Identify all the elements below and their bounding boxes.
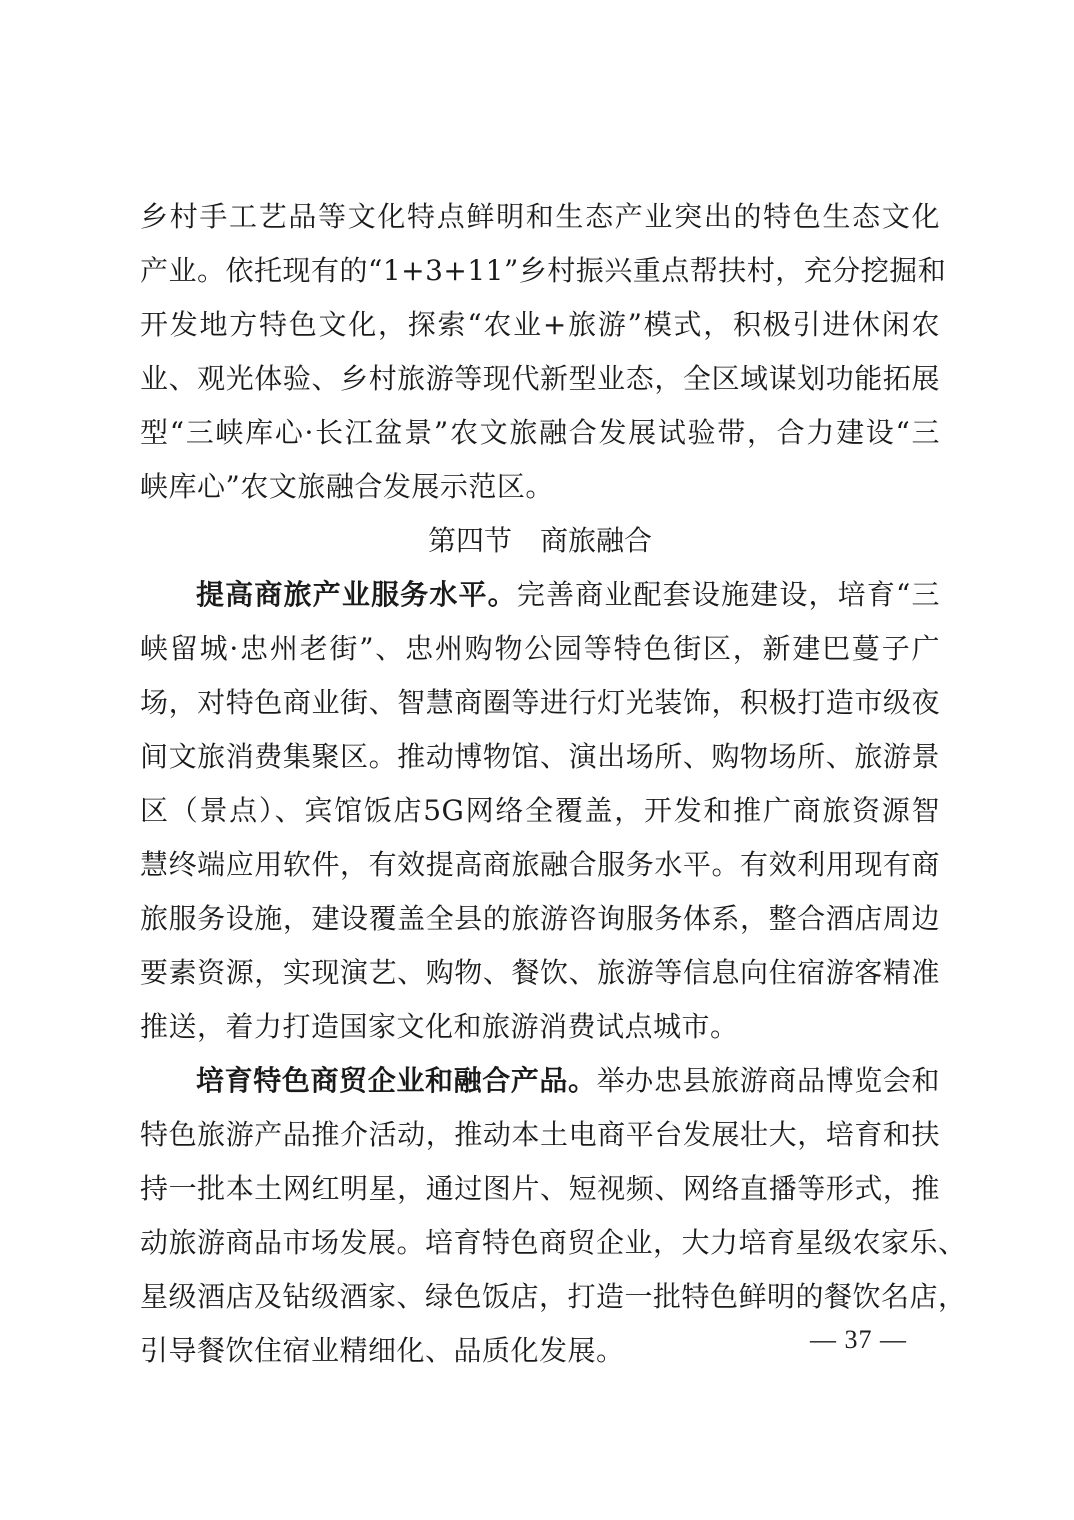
paragraph-line: 星级酒店及钻级酒家、绿色饭店，打造一批特色鲜明的餐饮名店， [140, 1280, 967, 1313]
paragraph-line: 峡库心”农文旅融合发展示范区。 [140, 470, 554, 503]
paragraph-lead: 提高商旅产业服务水平。 [196, 578, 517, 611]
paragraph-line: 要素资源，实现演艺、购物、餐饮、旅游等信息向住宿游客精准 [140, 956, 940, 989]
paragraph-line: 旅服务设施，建设覆盖全县的旅游咨询服务体系，整合酒店周边 [140, 902, 940, 935]
paragraph-first-line [140, 568, 940, 622]
paragraph-line: 间文旅消费集聚区。推动博物馆、演出场所、购物场所、旅游景 [140, 740, 940, 773]
paragraph-1 [140, 190, 947, 514]
paragraph-line: 场，对特色商业街、智慧商圈等进行灯光装饰，积极打造市级夜 [140, 686, 940, 719]
paragraph-line: 持一批本土网红明星，通过图片、短视频、网络直播等形式，推 [140, 1172, 940, 1205]
paragraph-line: 动旅游商品市场发展。培育特色商贸企业，大力培育星级农家乐、 [140, 1226, 967, 1259]
paragraph-line: 特色旅游产品推介活动，推动本土电商平台发展壮大，培育和扶 [140, 1118, 940, 1151]
paragraph-line: 业、观光体验、乡村旅游等现代新型业态，全区域谋划功能拓展 [140, 362, 940, 395]
page-number: — 37 — [810, 1325, 907, 1354]
paragraph-line: 引导餐饮住宿业精细化、品质化发展。 [140, 1334, 625, 1367]
document-body [140, 190, 967, 1378]
paragraph-line: 峡留城·忠州老街”、忠州购物公园等特色街区，新建巴蔓子广 [140, 632, 940, 665]
paragraph-text: 完善商业配套设施建设，培育“三 [516, 578, 940, 611]
paragraph-2 [140, 568, 940, 1054]
paragraph-line: 慧终端应用软件，有效提高商旅融合服务水平。有效利用现有商 [140, 848, 940, 881]
paragraph-text: 举办忠县旅游商品博览会和 [596, 1064, 940, 1097]
paragraph-line: 乡村手工艺品等文化特点鲜明和生态产业突出的特色生态文化 [140, 200, 940, 233]
paragraph-line: 开发地方特色文化，探索“农业+旅游”模式，积极引进休闲农 [140, 308, 940, 341]
paragraph-line: 推送，着力打造国家文化和旅游消费试点城市。 [140, 1010, 739, 1043]
paragraph-line: 型“三峡库心·长江盆景”农文旅融合发展试验带，合力建设“三 [140, 416, 940, 449]
paragraph-line: 区（景点）、宾馆饭店5G网络全覆盖，开发和推广商旅资源智 [140, 794, 940, 827]
paragraph-lead: 培育特色商贸企业和融合产品。 [196, 1064, 597, 1097]
paragraph-first-line [140, 1054, 940, 1108]
section-heading: 第四节 商旅融合 [427, 524, 652, 557]
paragraph-line: 产业。依托现有的“1+3+11”乡村振兴重点帮扶村，充分挖掘和 [140, 254, 947, 287]
